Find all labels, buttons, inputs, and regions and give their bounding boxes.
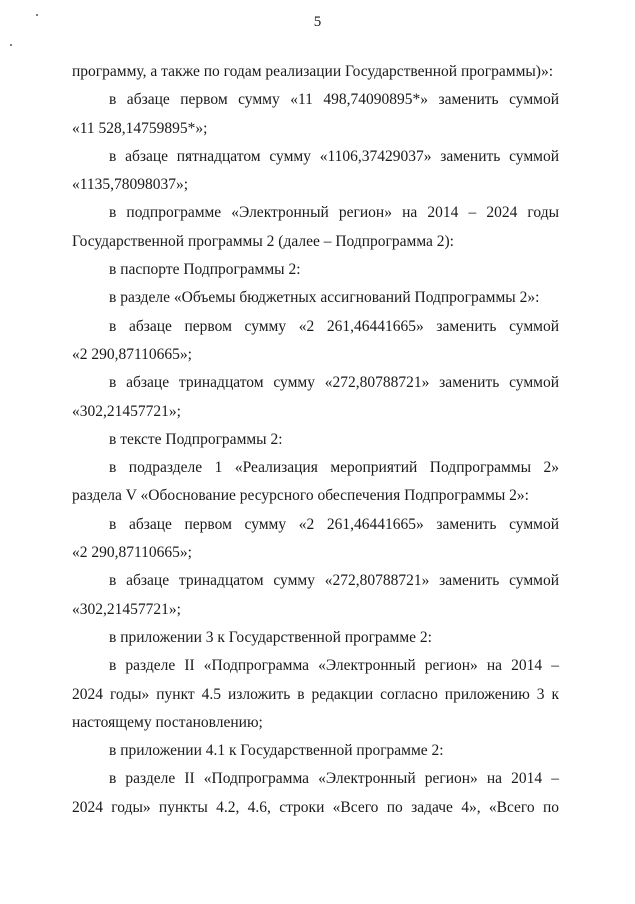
- paragraph: [72, 58, 559, 86]
- paragraph: [72, 284, 559, 312]
- text-line: в подпрограмме «Электронный регион» на 2014 – 2024 годы: [109, 204, 559, 222]
- text-line: «11 528,14759895*»;: [72, 119, 208, 137]
- paragraph: [72, 454, 559, 511]
- paragraph: [72, 567, 559, 624]
- page-number: 5: [313, 14, 322, 30]
- paragraph: [72, 199, 559, 256]
- text-line: в тексте Подпрограммы 2:: [109, 430, 283, 448]
- text-line: в абзаце пятнадцатом сумму «1106,37429037» заменить суммой: [109, 147, 559, 165]
- paragraph: [72, 624, 559, 652]
- paragraph: [72, 737, 559, 765]
- text-line: программу, а также по годам реализации Государственной программы)»:: [72, 63, 554, 80]
- paragraph: [72, 426, 559, 454]
- text-line: в приложении 3 к Государственной программе 2:: [109, 628, 432, 646]
- text-line: «2 290,87110665»;: [72, 544, 192, 562]
- paragraph: [72, 765, 559, 822]
- text-line: в разделе II «Подпрограмма «Электронный регион» на 2014 –: [109, 770, 559, 788]
- paragraph: [72, 369, 559, 426]
- document-body: [72, 58, 559, 822]
- text-line: раздела V «Обоснование ресурсного обеспечения Подпрограммы 2»:: [72, 487, 529, 505]
- text-line: в приложении 4.1 к Государственной программе 2:: [109, 742, 444, 760]
- text-line: в абзаце тринадцатом сумму «272,80788721» заменить суммой: [109, 572, 559, 590]
- paragraph: [72, 313, 559, 370]
- text-line: в абзаце первом сумму «2 261,46441665» заменить суммой: [109, 317, 559, 335]
- paragraph: [72, 511, 559, 568]
- text-line: 2024 годы» пункты 4.2, 4.6, строки «Всего по задаче 4», «Всего по: [72, 798, 559, 816]
- text-line: в разделе «Объемы бюджетных ассигнований Подпрограммы 2»:: [109, 289, 540, 307]
- paragraph: [72, 256, 559, 284]
- scan-speck: [36, 14, 38, 16]
- text-line: в паспорте Подпрограммы 2:: [109, 261, 301, 279]
- text-line: в абзаце тринадцатом сумму «272,80788721» заменить суммой: [109, 374, 559, 392]
- text-line: в абзаце первом сумму «2 261,46441665» заменить суммой: [109, 515, 559, 533]
- text-line: «1135,78098037»;: [72, 176, 189, 194]
- text-line: Государственной программы 2 (далее – Подпрограмма 2):: [72, 232, 454, 250]
- paragraph: [72, 652, 559, 737]
- text-line: в подразделе 1 «Реализация мероприятий Подпрограммы 2»: [109, 459, 559, 477]
- text-line: «2 290,87110665»;: [72, 345, 192, 363]
- scan-speck: [10, 44, 12, 46]
- paragraph: [72, 86, 559, 143]
- text-line: «302,21457721»;: [72, 402, 181, 420]
- text-line: настоящему постановлению;: [72, 713, 263, 731]
- text-line: в разделе II «Подпрограмма «Электронный регион» на 2014 –: [109, 657, 559, 675]
- text-line: 2024 годы» пункт 4.5 изложить в редакции согласно приложению 3 к: [72, 685, 559, 703]
- text-line: «302,21457721»;: [72, 600, 181, 618]
- text-line: в абзаце первом сумму «11 498,74090895*» заменить суммой: [109, 91, 559, 109]
- paragraph: [72, 143, 559, 200]
